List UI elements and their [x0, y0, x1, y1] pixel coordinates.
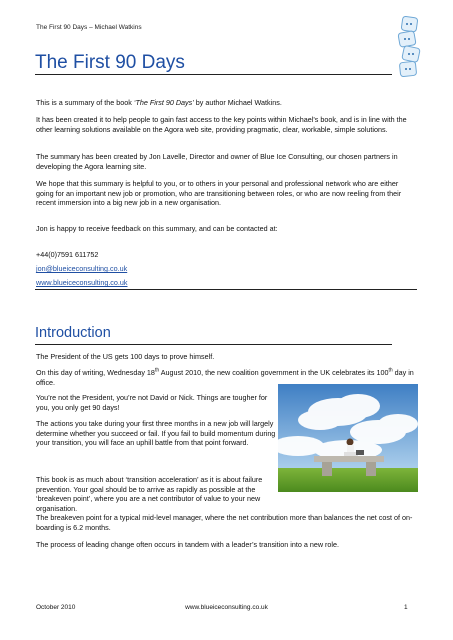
- book-title: ‘The First 90 Days’: [133, 98, 194, 107]
- intro-paragraph-1: The President of the US gets 100 days to prove himself.: [36, 352, 215, 361]
- intro-paragraph-6: The breakeven point for a typical mid-level manager, where the net contribution more than balances the net cost of on-boarding is 6.2 months.: [36, 513, 413, 532]
- title-underline: [35, 74, 392, 75]
- audience-paragraph: We hope that this summary is helpful to you, or to others in your personal and professional network who are either going for an important new job or promotion, who are transitioning between roles, or who are now reeling from their recent immersion into a big new job in a new organisation.: [36, 179, 402, 208]
- introduction-heading: Introduction: [35, 325, 111, 341]
- document-title: The First 90 Days: [35, 52, 185, 73]
- footer-date: October 2010: [36, 604, 76, 611]
- feedback-paragraph: Jon is happy to receive feedback on this summary, and can be contacted at:: [36, 224, 278, 233]
- intro-paragraph-2: On this day of writing, Wednesday 18th August 2010, the new coalition government in the UK celebrates its 100th day in office.: [36, 367, 414, 387]
- phone-number: +44(0)7591 611752: [36, 250, 99, 259]
- section-divider: [35, 289, 417, 290]
- purpose-paragraph: It has been created it to help people to gain fast access to the key points within Michael’s book, and is in line with the other learning solutions available on the Agora web site, providing pragmatic, clear, workable, simple solutions.: [36, 115, 407, 134]
- page-number: 1: [404, 604, 408, 611]
- bench-laptop-photo: [278, 384, 418, 492]
- website-link[interactable]: www.blueiceconsulting.co.uk: [36, 278, 128, 287]
- running-header: The First 90 Days – Michael Watkins: [36, 24, 142, 31]
- email-link[interactable]: jon@blueiceconsulting.co.uk: [36, 264, 128, 273]
- intro-paragraph-4: The actions you take during your first three months in a new job will largely determine whether you succeed or fail. If you fail to build momentum during your transition, you will face an uphill battle from that point forward.: [36, 419, 276, 448]
- website-line: [36, 278, 416, 288]
- footer-website: www.blueiceconsulting.co.uk: [185, 604, 268, 611]
- intro-paragraph-3: You’re not the President, you’re not David or Nick. Things are tougher for you, you only get 90 days!: [36, 393, 268, 412]
- introduction-underline: [35, 344, 392, 345]
- intro-paragraph-7: The process of leading change often occurs in tandem with a leader’s transition into a new role.: [36, 540, 339, 549]
- author-paragraph: The summary has been created by Jon Lavelle, Director and owner of Blue Ice Consulting, our chosen partners in developing the Agora learning site.: [36, 152, 398, 171]
- email-line: [36, 264, 416, 274]
- intro-paragraph-5: This book is as much about ‘transition acceleration’ as it is about failure prevention. Your goal should be to arrive as rapidly as possible at the ‘breakeven point’, where you are a net contributor of value to your new organisation.: [36, 475, 263, 513]
- ice-cubes-logo-icon: [396, 16, 422, 78]
- summary-paragraph: This is a summary of the book ‘The First 90 Days’ by author Michael Watkins.: [36, 98, 282, 107]
